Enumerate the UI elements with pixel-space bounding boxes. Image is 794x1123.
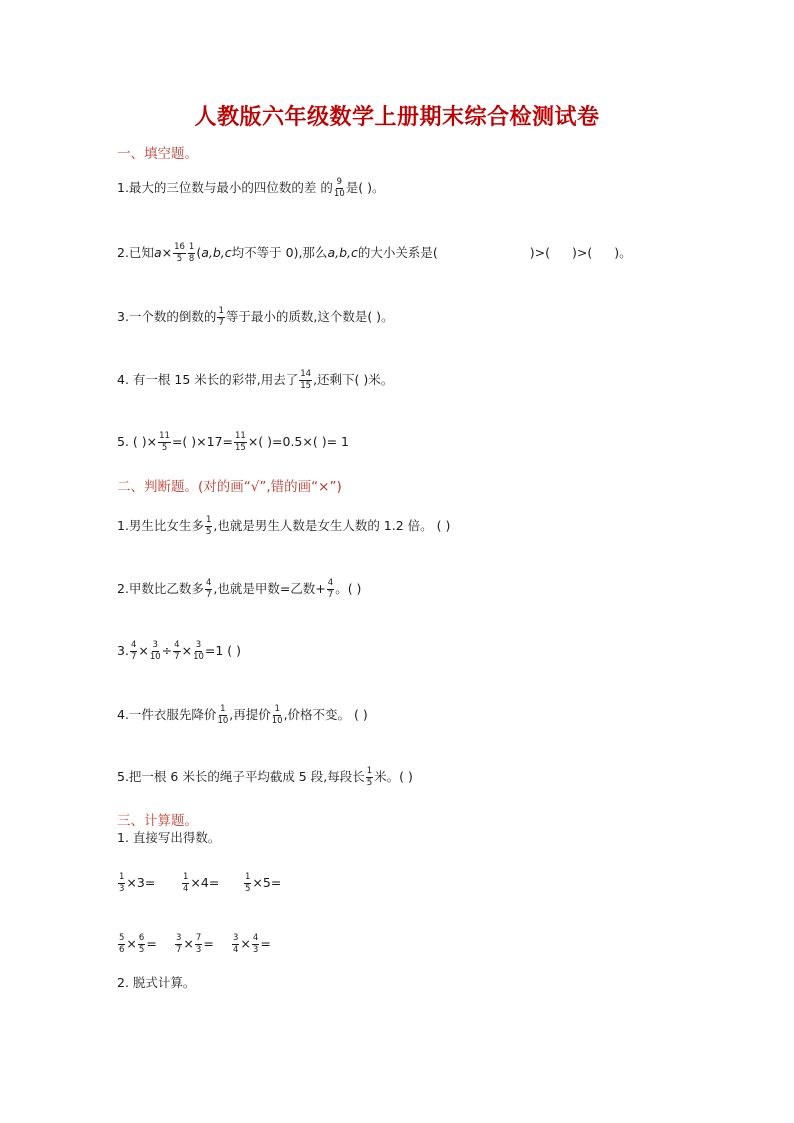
numerator: 3 (152, 640, 158, 650)
judge-question-5 (117, 767, 413, 787)
fraction (334, 178, 345, 198)
numerator: 4 (252, 933, 259, 943)
q5-text: =( )×17= (171, 433, 233, 449)
fill-question-1 (117, 178, 384, 198)
numerator: 6 (138, 933, 145, 943)
calc-row-2 (117, 934, 271, 954)
q2-text: 的大小关系是( (357, 244, 438, 260)
numerator: 1 (119, 872, 125, 882)
fraction (173, 243, 186, 263)
denominator: 7 (205, 589, 212, 600)
denominator: 3 (119, 883, 125, 894)
numerator: 5 (119, 933, 125, 943)
q2-text: 2.已知 (117, 244, 154, 260)
denominator: 5 (161, 442, 168, 453)
judge-question-2 (117, 579, 361, 599)
judge-question-4 (117, 705, 368, 725)
variable-a: a (153, 244, 162, 260)
calc-item-text: ×5= (252, 874, 282, 890)
numerator: 1 (366, 766, 373, 776)
numerator: 3 (233, 933, 239, 943)
fraction (195, 934, 202, 954)
numerator: 1 (218, 306, 224, 316)
q1-text-end: 是( )。 (345, 179, 385, 195)
denominator: 7 (174, 651, 180, 662)
fraction (193, 641, 204, 661)
times-sign: × (138, 642, 149, 658)
j5-text-end: 米。( ) (374, 768, 413, 784)
fraction (252, 934, 259, 954)
fraction (130, 641, 137, 661)
numerator: 16 (174, 242, 185, 252)
q4-text-end: ,还剩下( )米。 (313, 371, 394, 387)
denominator: 3 (195, 944, 202, 955)
calc-row-1 (117, 873, 281, 893)
fill-question-2 (117, 243, 632, 263)
q2-text: )>( (571, 244, 593, 260)
fraction (327, 579, 334, 599)
denominator: 15 (235, 442, 246, 453)
numerator: 4 (174, 640, 180, 650)
fill-question-3 (117, 307, 394, 327)
calc-item (117, 873, 181, 893)
denominator: 5 (138, 944, 145, 955)
denominator: 4 (183, 883, 189, 894)
denominator: 10 (217, 715, 229, 726)
j4-text: ,再提价 (229, 706, 271, 722)
calc-part-2-label: 2. 脱式计算。 (117, 975, 196, 990)
q5-text-end: ×( )=0.5×( )= 1 (247, 433, 349, 449)
fraction (182, 873, 189, 893)
denominator: 5 (366, 777, 373, 788)
numerator: 3 (195, 640, 202, 650)
q2-text-end: )。 (614, 244, 632, 260)
denominator: 7 (176, 944, 182, 955)
times-sign: × (126, 935, 137, 951)
denominator: 10 (193, 651, 204, 662)
section-true-false-heading: 二、判断题。(对的画“√”,错的画“×”) (117, 479, 342, 495)
denominator: 6 (119, 944, 125, 955)
j2-text: ,也就是甲数=乙数+ (213, 580, 326, 596)
fraction (205, 579, 212, 599)
numerator: 7 (195, 933, 202, 943)
numerator: 9 (336, 177, 343, 187)
fill-question-4 (117, 370, 393, 390)
j1-text: 1.男生比女生多 (117, 517, 204, 533)
fraction (188, 243, 195, 263)
q4-text: 4. 有一根 15 米长的彩带,用去了 (117, 371, 299, 387)
denominator: 10 (271, 715, 283, 726)
times-sign: × (183, 935, 194, 951)
numerator: 1 (183, 872, 189, 882)
calc-item-text: = (146, 935, 157, 951)
q2-text: )>( (529, 244, 550, 260)
numerator: 1 (205, 515, 212, 525)
q3-text-end: 等于最小的质数,这个数是( )。 (225, 308, 394, 324)
fraction (118, 934, 125, 954)
denominator: 10 (149, 651, 161, 662)
calc-item (231, 934, 271, 954)
variables: a,b,c (327, 244, 358, 260)
denominator: 5 (205, 526, 212, 537)
numerator: 3 (176, 933, 182, 943)
numerator: 14 (300, 369, 312, 379)
calc-item-text: = (203, 935, 214, 951)
denominator: 8 (188, 253, 195, 264)
numerator: 1 (274, 704, 280, 714)
fraction (158, 432, 171, 452)
times-sign: × (181, 642, 193, 658)
numerator: 11 (159, 431, 170, 441)
j1-text-end: ,也就是男生人数是女生人数的 1.2 倍。 ( ) (213, 517, 451, 533)
calc-item-text: ×3= (126, 874, 156, 890)
fraction (138, 934, 145, 954)
fraction (234, 432, 247, 452)
divide-sign: ÷ (161, 642, 173, 658)
q1-text: 1.最大的三位数与最小的四位数的差 的 (117, 179, 333, 195)
fraction (272, 705, 283, 725)
numerator: 4 (205, 578, 212, 588)
variables: a,b,c (201, 244, 232, 260)
denominator: 5 (245, 883, 251, 894)
calc-item (181, 873, 243, 893)
fraction (299, 370, 312, 390)
judge-question-1 (117, 516, 450, 536)
numerator: 4 (327, 578, 334, 588)
calc-part-1-label: 1. 直接写出得数。 (117, 830, 221, 845)
q2-text: ( (196, 244, 202, 260)
j2-text: 2.甲数比乙数多 (117, 580, 204, 596)
fraction (217, 705, 228, 725)
fraction (366, 767, 373, 787)
fraction (217, 307, 224, 327)
judge-question-3 (117, 641, 241, 661)
numerator: 11 (235, 431, 246, 441)
numerator: 1 (188, 242, 195, 252)
calc-item-text: = (260, 935, 271, 951)
section-calculation-heading: 三、计算题。 (117, 813, 198, 829)
j3-text: 3. (117, 642, 129, 658)
fraction (175, 934, 182, 954)
j4-text-end: ,价格不变。 ( ) (283, 706, 368, 722)
fraction (232, 934, 239, 954)
calc-item (117, 934, 174, 954)
times-sign: × (240, 935, 251, 951)
j2-text-end: 。( ) (335, 580, 362, 596)
section-fill-in-heading: 一、填空题。 (117, 146, 198, 162)
fill-question-5 (117, 432, 349, 452)
denominator: 5 (176, 253, 183, 264)
calc-item (174, 934, 231, 954)
denominator: 3 (252, 944, 259, 955)
fraction (118, 873, 125, 893)
fraction (205, 516, 212, 536)
calc-item-text: ×4= (190, 874, 220, 890)
denominator: 7 (218, 317, 224, 328)
denominator: 7 (130, 651, 137, 662)
denominator: 15 (300, 380, 312, 391)
page-title: 人教版六年级数学上册期末综合检测试卷 (194, 104, 600, 130)
denominator: 4 (233, 944, 239, 955)
j5-text: 5.把一根 6 米长的绳子平均截成 5 段,每段长 (117, 768, 365, 784)
denominator: 7 (327, 589, 334, 600)
numerator: 1 (245, 872, 251, 882)
q2-text: 均不等于 0),那么 (231, 244, 328, 260)
fraction (244, 873, 251, 893)
q5-text: 5. ( )× (117, 433, 158, 449)
fraction (150, 641, 161, 661)
q3-text: 3.一个数的倒数的 (117, 308, 217, 324)
fraction (173, 641, 180, 661)
denominator: 10 (333, 188, 345, 199)
j3-text-end: =1 ( ) (204, 642, 242, 658)
times-sign: × (161, 244, 173, 260)
numerator: 4 (130, 640, 137, 650)
calc-item (243, 873, 281, 893)
numerator: 1 (220, 704, 226, 714)
j4-text: 4.一件衣服先降价 (117, 706, 217, 722)
